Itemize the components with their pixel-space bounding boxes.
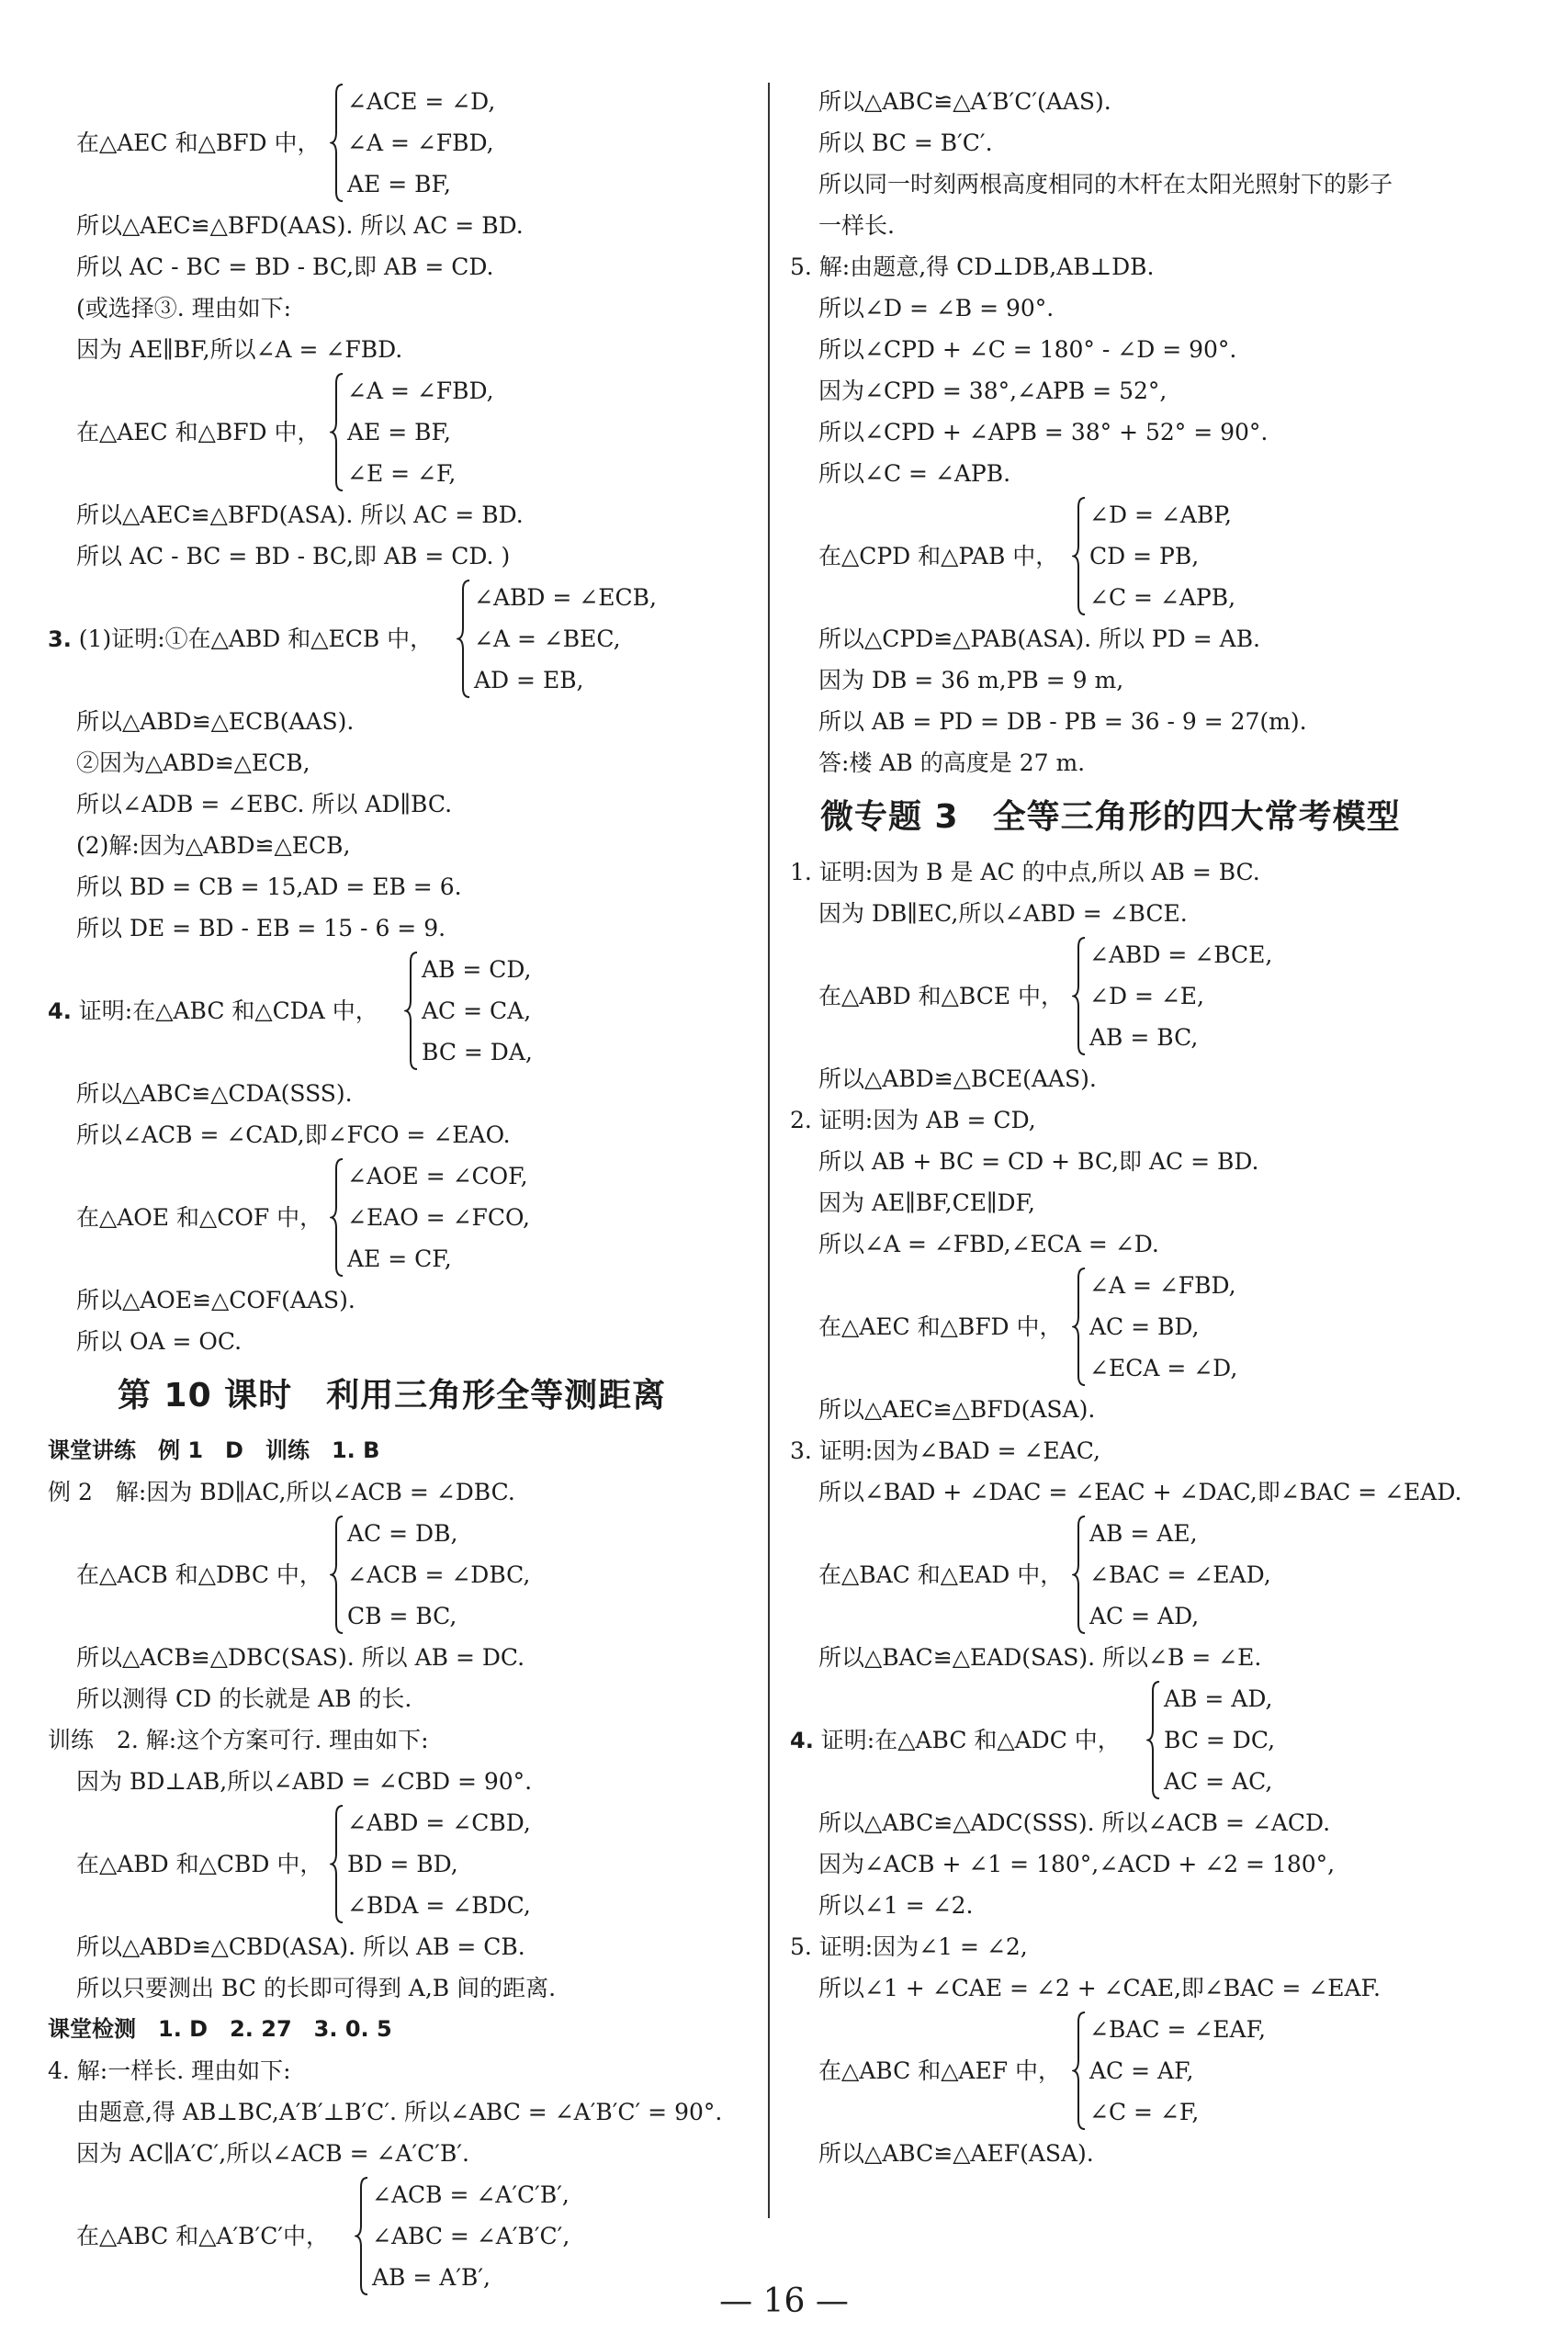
text-line: 所以△ABC≌△ADC(SSS). 所以∠ACB = ∠ACD. bbox=[818, 1809, 1331, 1836]
text-line: 由题意,得 AB⊥BC,A′B′⊥B′C′. 所以∠ABC = ∠A′B′C′ = 90°. bbox=[76, 2099, 723, 2125]
system-row: ∠AOE = ∠COF, bbox=[347, 1163, 528, 1189]
text-line: 因为 AE∥BF,CE∥DF, bbox=[818, 1189, 1035, 1216]
page-number: — 16 — bbox=[719, 2282, 849, 2320]
brace-icon bbox=[330, 1802, 344, 1926]
text-line: 所以 AB = PD = DB - PB = 36 - 9 = 27(m). bbox=[818, 708, 1307, 735]
system-row: ∠D = ∠ABP, bbox=[1089, 501, 1232, 528]
text-line: 所以△ABC≌△AEF(ASA). bbox=[818, 2140, 1094, 2167]
system-row: ∠BAC = ∠EAF, bbox=[1089, 2016, 1266, 2043]
equation-system bbox=[48, 2174, 755, 2298]
text-line: 所以∠BAD + ∠DAC = ∠EAC + ∠DAC,即∠BAC = ∠EAD. bbox=[818, 1479, 1462, 1505]
system-lead: 在△ABC 和△AEF 中， bbox=[818, 2057, 1062, 2084]
system-lead bbox=[48, 618, 433, 660]
text-line: (2)解:因为△ABD≌△ECB, bbox=[76, 832, 351, 859]
text-line: 一样长. bbox=[818, 212, 895, 239]
text-line: 所以∠CPD + ∠C = 180° - ∠D = 90°. bbox=[818, 336, 1237, 363]
text-line: 所以△ABC≌△CDA(SSS). bbox=[76, 1080, 353, 1107]
system-row: AE = CF, bbox=[347, 1245, 452, 1272]
system-row: ∠BAC = ∠EAD, bbox=[1089, 1561, 1271, 1588]
text-line: 所以 AC - BC = BD - BC,即 AB = CD. ) bbox=[76, 543, 511, 569]
system-row: ∠E = ∠F, bbox=[347, 460, 457, 487]
text-line: 所以△ABC≌△A′B′C′(AAS). bbox=[818, 88, 1111, 115]
system-row: BC = DC, bbox=[1164, 1727, 1276, 1753]
system-lead bbox=[48, 990, 378, 1032]
text-line: 例 2 解:因为 BD∥AC,所以∠ACB = ∠DBC. bbox=[48, 1479, 515, 1505]
equation-system bbox=[790, 494, 1525, 618]
text-line: 所以△AEC≌△BFD(AAS). 所以 AC = BD. bbox=[76, 212, 524, 239]
system-row: ∠C = ∠F, bbox=[1089, 2099, 1200, 2125]
system-row: ∠EAO = ∠FCO, bbox=[347, 1204, 530, 1231]
right-column bbox=[790, 81, 1525, 2174]
equation-system bbox=[48, 1802, 755, 1926]
text-line: 所以△ACB≌△DBC(SAS). 所以 AB = DC. bbox=[76, 1644, 525, 1671]
system-row: ∠A = ∠FBD, bbox=[347, 130, 494, 156]
system-row: AE = BF, bbox=[347, 419, 451, 445]
system-row: AC = BD, bbox=[1089, 1313, 1200, 1340]
text-line: 所以∠A = ∠FBD,∠ECA = ∠D. bbox=[818, 1231, 1159, 1257]
system-lead: 在△AEC 和△BFD 中， bbox=[76, 130, 321, 156]
text-line: 所以∠ADB = ∠EBC. 所以 AD∥BC. bbox=[76, 791, 453, 817]
text-line: 5. 证明:因为∠1 = ∠2, bbox=[790, 1933, 1028, 1960]
question-lead-text: 证明:在△ABC 和△CDA 中， bbox=[78, 997, 378, 1024]
system-lead: 在△ABD 和△BCE 中， bbox=[818, 983, 1065, 1009]
text-line: 所以∠D = ∠B = 90°. bbox=[818, 295, 1055, 321]
text-line: 所以∠C = ∠APB. bbox=[818, 460, 1011, 487]
section-title: 第 10 课时 利用三角形全等测距离 bbox=[118, 1377, 667, 1414]
brace-icon bbox=[1072, 934, 1087, 1058]
text-line: 所以△AEC≌△BFD(ASA). 所以 AC = BD. bbox=[76, 501, 524, 528]
system-row: ∠ACE = ∠D, bbox=[347, 88, 496, 115]
brace-icon bbox=[1072, 2009, 1087, 2133]
system-row: AD = EB, bbox=[474, 667, 584, 693]
system-row: BD = BD, bbox=[347, 1851, 458, 1877]
brace-icon bbox=[330, 1513, 344, 1637]
system-row: AC = AD, bbox=[1089, 1603, 1200, 1629]
system-row: AB = CD, bbox=[422, 956, 532, 983]
equation-system bbox=[790, 1265, 1525, 1389]
question-number: 4. bbox=[790, 1728, 814, 1753]
text-line: 所以∠1 = ∠2. bbox=[818, 1892, 974, 1919]
brace-icon bbox=[457, 577, 471, 701]
text-line: 所以△ABD≌△BCE(AAS). bbox=[818, 1065, 1097, 1092]
system-row: AB = AD, bbox=[1164, 1685, 1273, 1712]
system-row: ∠ACB = ∠DBC, bbox=[347, 1561, 531, 1588]
text-line: 因为∠CPD = 38°,∠APB = 52°, bbox=[818, 378, 1168, 404]
text-line: 2. 证明:因为 AB = CD, bbox=[790, 1107, 1036, 1133]
text-line: 答:楼 AB 的高度是 27 m. bbox=[818, 749, 1086, 776]
system-row: AB = A′B′, bbox=[372, 2264, 491, 2291]
section-title: 微专题 3 全等三角形的四大常考模型 bbox=[820, 798, 1401, 836]
brace-icon bbox=[330, 370, 344, 494]
brace-icon bbox=[355, 2174, 369, 2298]
brace-icon bbox=[1146, 1678, 1161, 1802]
system-lead: 在△BAC 和△EAD 中， bbox=[818, 1561, 1064, 1588]
system-lead: 在△ABC 和△A′B′C′中， bbox=[76, 2223, 330, 2249]
brace-icon bbox=[330, 81, 344, 205]
equation-system bbox=[790, 1513, 1525, 1637]
system-row: AE = BF, bbox=[347, 171, 451, 197]
system-row: ∠A = ∠FBD, bbox=[1089, 1272, 1236, 1299]
text-line: 因为∠ACB + ∠1 = 180°,∠ACD + ∠2 = 180°, bbox=[818, 1851, 1336, 1877]
system-row: ∠BDA = ∠BDC, bbox=[347, 1892, 531, 1919]
question-4-system bbox=[48, 949, 755, 1073]
text-line: 因为 DB = 36 m,PB = 9 m, bbox=[818, 667, 1124, 693]
brace-icon bbox=[1072, 1265, 1087, 1389]
brace-icon bbox=[1072, 1513, 1087, 1637]
system-row: AC = AC, bbox=[1164, 1768, 1273, 1795]
text-line: 所以∠1 + ∠CAE = ∠2 + ∠CAE,即∠BAC = ∠EAF. bbox=[818, 1975, 1381, 2001]
text-line: 所以 AC - BC = BD - BC,即 AB = CD. bbox=[76, 254, 494, 280]
brace-icon bbox=[1072, 494, 1087, 618]
system-row: CB = BC, bbox=[347, 1603, 457, 1629]
left-column bbox=[48, 81, 755, 2298]
text-line: 因为 AE∥BF,所以∠A = ∠FBD. bbox=[76, 336, 403, 363]
system-row: ∠ABC = ∠A′B′C′, bbox=[372, 2223, 570, 2249]
text-line: 4. 解:一样长. 理由如下: bbox=[48, 2057, 291, 2084]
system-row: ∠ABD = ∠ECB, bbox=[474, 584, 657, 611]
text-line: 所以△AEC≌△BFD(ASA). bbox=[818, 1396, 1096, 1423]
system-row: ∠ABD = ∠BCE, bbox=[1089, 941, 1273, 968]
system-lead bbox=[790, 1719, 1121, 1762]
text-line: 所以 AB + BC = CD + BC,即 AC = BD. bbox=[818, 1148, 1259, 1175]
text-line: 所以 BC = B′C′. bbox=[818, 130, 993, 156]
text-line: 所以△ABD≌△ECB(AAS). bbox=[76, 708, 355, 735]
section-label-line: 课堂检测 1. D 2. 27 3. 0. 5 bbox=[48, 2016, 392, 2042]
text-line: 所以∠ACB = ∠CAD,即∠FCO = ∠EAO. bbox=[76, 1121, 511, 1148]
equation-system bbox=[48, 81, 755, 205]
system-row: AC = DB, bbox=[347, 1520, 458, 1547]
system-lead: 在△AEC 和△BFD 中， bbox=[76, 419, 321, 445]
equation-system bbox=[48, 370, 755, 494]
question-4-system bbox=[790, 1678, 1525, 1802]
system-row: AB = AE, bbox=[1089, 1520, 1198, 1547]
text-line: (或选择③. 理由如下: bbox=[76, 295, 292, 321]
text-line: 因为 DB∥EC,所以∠ABD = ∠BCE. bbox=[818, 900, 1188, 927]
brace-icon bbox=[330, 1155, 344, 1279]
system-row: ∠ABD = ∠CBD, bbox=[347, 1809, 531, 1836]
section-label-line: 课堂讲练 例 1 D 训练 1. B bbox=[48, 1437, 380, 1463]
text-line: 所以△ABD≌△CBD(ASA). 所以 AB = CB. bbox=[76, 1933, 525, 1960]
text-line: 所以同一时刻两根高度相同的木杆在太阳光照射下的影子 bbox=[818, 171, 1393, 197]
system-row: BC = DA, bbox=[422, 1039, 533, 1065]
text-line: 所以△AOE≌△COF(AAS). bbox=[76, 1287, 355, 1313]
text-line: 5. 解:由题意,得 CD⊥DB,AB⊥DB. bbox=[790, 254, 1155, 280]
equation-system bbox=[48, 1155, 755, 1279]
system-row: ∠D = ∠E, bbox=[1089, 983, 1204, 1009]
text-line: ②因为△ABD≌△ECB, bbox=[76, 749, 310, 776]
system-row: AC = AF, bbox=[1089, 2057, 1194, 2084]
question-lead-text: 证明:在△ABC 和△ADC 中， bbox=[820, 1727, 1121, 1753]
text-line: 所以测得 CD 的长就是 AB 的长. bbox=[76, 1685, 412, 1712]
text-line: 所以△BAC≌△EAD(SAS). 所以∠B = ∠E. bbox=[818, 1644, 1262, 1671]
system-row: ∠ACB = ∠A′C′B′, bbox=[372, 2181, 570, 2208]
equation-system bbox=[790, 2009, 1525, 2133]
text-line: 所以只要测出 BC 的长即可得到 A,B 间的距离. bbox=[76, 1975, 557, 2001]
column-divider bbox=[768, 83, 770, 2218]
text-line: 3. 证明:因为∠BAD = ∠EAC, bbox=[790, 1437, 1100, 1464]
system-lead: 在△CPD 和△PAB 中， bbox=[818, 543, 1059, 569]
system-row: CD = PB, bbox=[1089, 543, 1200, 569]
equation-system bbox=[48, 1513, 755, 1637]
question-3-system bbox=[48, 577, 755, 701]
text-line: 所以 OA = OC. bbox=[76, 1328, 243, 1355]
system-row: ∠A = ∠BEC, bbox=[474, 625, 621, 652]
system-row: ∠C = ∠APB, bbox=[1089, 584, 1236, 611]
system-row: ∠A = ∠FBD, bbox=[347, 378, 494, 404]
system-lead: 在△AOE 和△COF 中， bbox=[76, 1204, 323, 1231]
text-line: 所以△CPD≌△PAB(ASA). 所以 PD = AB. bbox=[818, 625, 1261, 652]
system-lead: 在△AEC 和△BFD 中， bbox=[818, 1313, 1063, 1340]
text-line: 所以 BD = CB = 15,AD = EB = 6. bbox=[76, 873, 462, 900]
system-row: AB = BC, bbox=[1089, 1024, 1199, 1051]
text-line: 所以 DE = BD - EB = 15 - 6 = 9. bbox=[76, 915, 446, 941]
text-line: 因为 AC∥A′C′,所以∠ACB = ∠A′C′B′. bbox=[76, 2140, 469, 2167]
text-line: 1. 证明:因为 B 是 AC 的中点,所以 AB = BC. bbox=[790, 859, 1260, 885]
system-row: ∠ECA = ∠D, bbox=[1089, 1355, 1238, 1381]
equation-system bbox=[790, 934, 1525, 1058]
question-number: 4. bbox=[48, 998, 72, 1024]
system-lead: 在△ACB 和△DBC 中， bbox=[76, 1561, 322, 1588]
text-line: 因为 BD⊥AB,所以∠ABD = ∠CBD = 90°. bbox=[76, 1768, 533, 1795]
system-row: AC = CA, bbox=[422, 997, 532, 1024]
brace-icon bbox=[404, 949, 419, 1073]
question-lead-text: (1)证明:①在△ABD 和△ECB 中， bbox=[78, 625, 434, 652]
text-line: 训练 2. 解:这个方案可行. 理由如下: bbox=[48, 1727, 429, 1753]
text-line: 所以∠CPD + ∠APB = 38° + 52° = 90°. bbox=[818, 419, 1269, 445]
question-number: 3. bbox=[48, 626, 72, 652]
system-lead: 在△ABD 和△CBD 中， bbox=[76, 1851, 323, 1877]
